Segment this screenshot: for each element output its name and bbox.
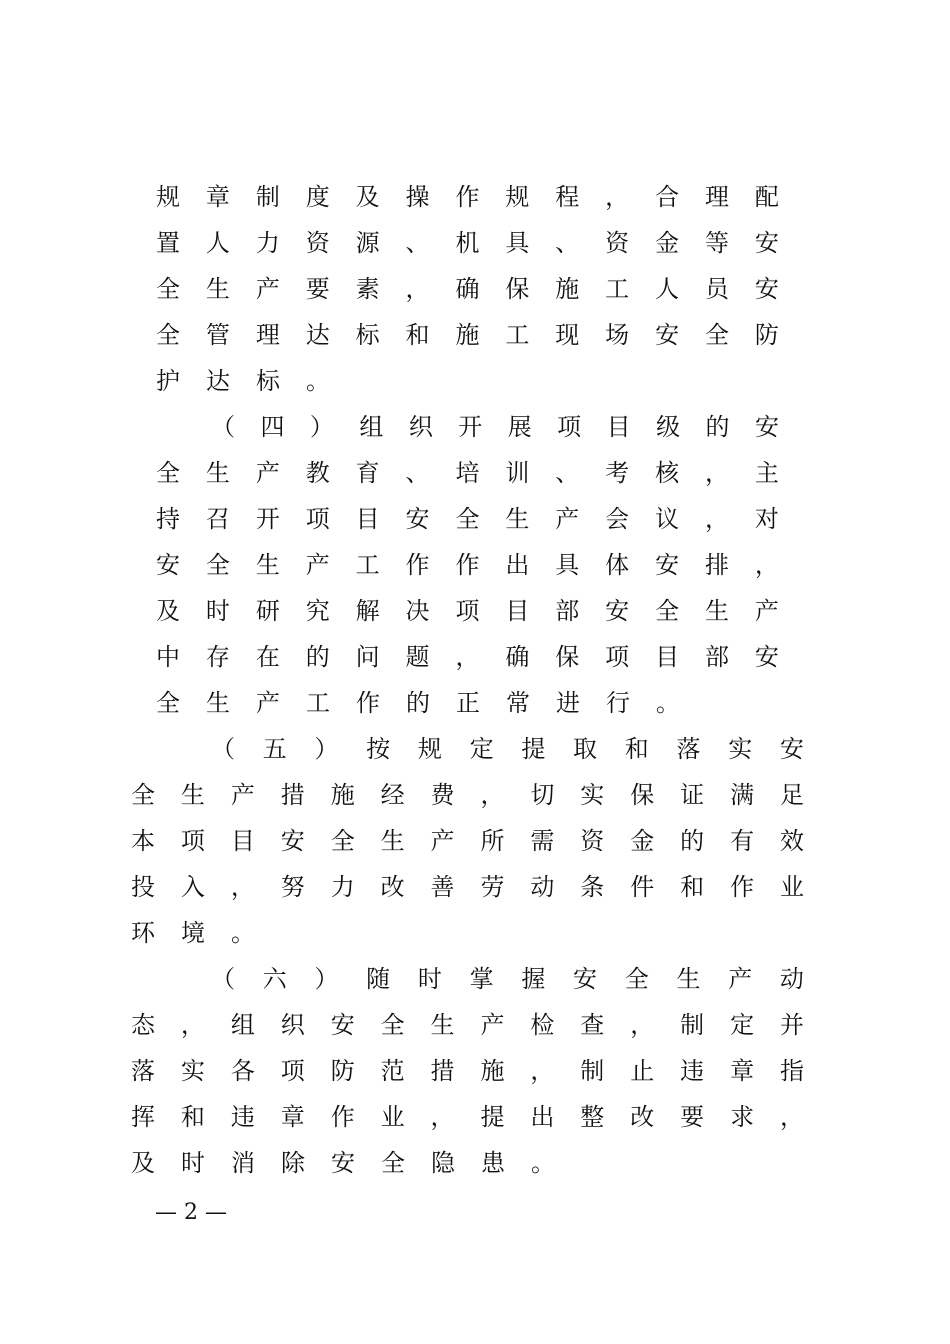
text-line: 全 生 产 措 施 经 费 ， 切 实 保 证 满 足 (131, 781, 804, 809)
text-line: 规 章 制 度 及 操 作 规 程 ， 合 理 配 (156, 183, 779, 211)
text-line: 态 ， 组 织 安 全 生 产 检 查 ， 制 定 并 (131, 1011, 804, 1039)
text-line: 中 存 在 的 问 题 ， 确 保 项 目 部 安 (156, 643, 779, 671)
text-line: 落 实 各 项 防 范 措 施 ， 制 止 违 章 指 (131, 1057, 804, 1085)
text-line: 投 入 ， 努 力 改 善 劳 动 条 件 和 作 业 (131, 873, 804, 901)
text-line: 护 达 标 。 (156, 367, 330, 395)
text-line: 全 生 产 工 作 的 正 常 进 行 。 (156, 689, 680, 717)
text-line: 全 管 理 达 标 和 施 工 现 场 安 全 防 (156, 321, 779, 349)
text-line: （ 四 ） 组 织 开 展 项 目 级 的 安 (211, 413, 779, 441)
text-line: 置 人 力 资 源 、 机 具 、 资 金 等 安 (156, 229, 779, 257)
text-line: 安 全 生 产 工 作 作 出 具 体 安 排 ， (156, 551, 779, 579)
text-line: 及 时 消 除 安 全 隐 患 。 (131, 1149, 555, 1177)
text-line: （ 五 ） 按 规 定 提 取 和 落 实 安 (211, 735, 804, 763)
text-line: （ 六 ） 随 时 掌 握 安 全 生 产 动 (211, 965, 804, 993)
page-number: — 2 — (155, 1200, 227, 1225)
text-line: 本 项 目 安 全 生 产 所 需 资 金 的 有 效 (131, 827, 804, 855)
text-line: 持 召 开 项 目 安 全 生 产 会 议 ， 对 (156, 505, 779, 533)
text-line: 环 境 。 (131, 919, 255, 947)
text-line: 及 时 研 究 解 决 项 目 部 安 全 生 产 (156, 597, 779, 625)
text-line: 挥 和 违 章 作 业 ， 提 出 整 改 要 求 ， (131, 1103, 804, 1131)
text-line: 全 生 产 要 素 ， 确 保 施 工 人 员 安 (156, 275, 779, 303)
text-line: 全 生 产 教 育 、 培 训 、 考 核 ， 主 (156, 459, 779, 487)
